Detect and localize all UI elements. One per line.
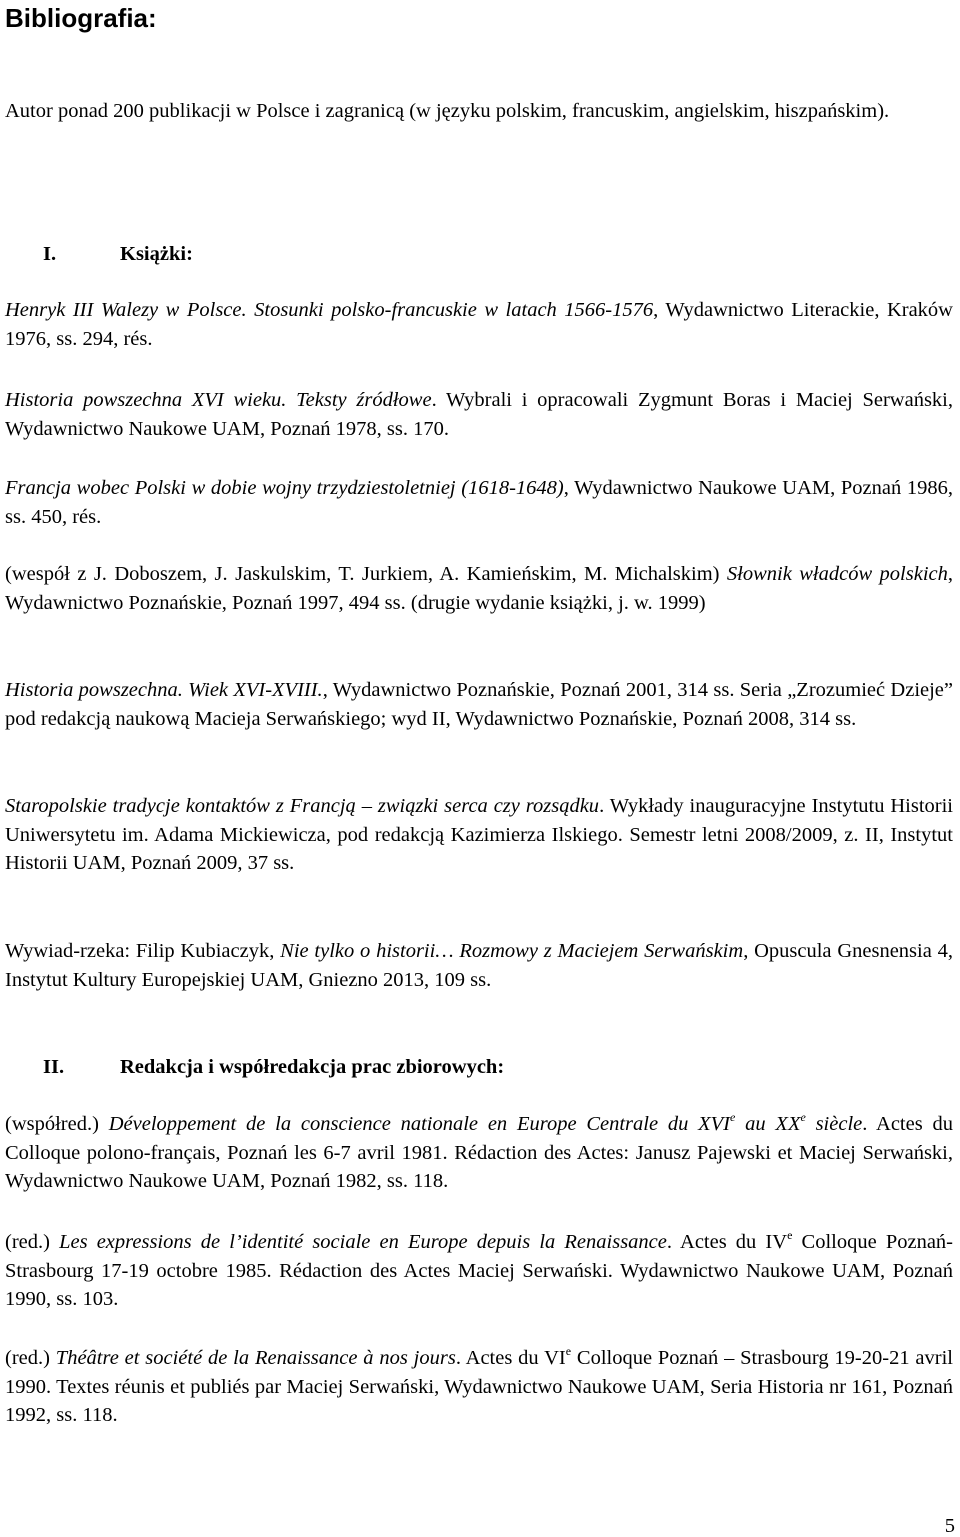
- entry-4-authors: (wespół z J. Doboszem, J. Jaskulskim, T. Jurkiem, A. Kamieńskim, M. Michalskim): [5, 563, 727, 585]
- entry-1-title: Henryk III Walezy w Polsce. Stosunki polsko-francuskie w latach 1566-1576: [5, 299, 654, 321]
- entry-3-title: Francja wobec Polski w dobie wojny trzydziestoletniej (1618-1648): [5, 477, 564, 499]
- entry-9-sup: e: [787, 1228, 793, 1243]
- entry-8-details: . Actes du Colloque polono-français, Poznań les 6-7 avril 1981. Rédaction des Actes: Janusz Pajewski et Maciej Serwański, Wydawnictwo Naukowe UAM, Poznań 1982, ss. 118.: [5, 1113, 953, 1192]
- entry-10-details-b: Colloque Poznań – Strasbourg 19-20-21 avril 1990. Textes réunis et publiés par Maciej Serwański, Wydawnictwo Naukowe UAM, Seria Historia nr 161, Poznań 1992, ss. 118.: [5, 1347, 953, 1426]
- section-1-number: I.: [43, 243, 57, 265]
- entry-6-details: . Wykłady inauguracyjne Instytutu Historii Uniwersytetu im. Adama Mickiewicza, pod redakcją Kazimierza Ilskiego. Semestr letni 2008/2009, z. II, Instytut Historii UAM, Poznań 2009, 37 ss.: [5, 795, 954, 874]
- entry-10-title: Théâtre et société de la Renaissance à nos jours: [55, 1347, 456, 1369]
- bib-entry-4: [5, 560, 953, 617]
- entry-7-details: , Opuscula Gnesnensia 4, Instytut Kultury Europejskiej UAM, Gniezno 2013, 109 ss.: [5, 940, 953, 991]
- entry-10-role: (red.): [5, 1347, 56, 1369]
- entry-9-details-b: Colloque Poznań-Strasbourg 17-19 octobre 1985. Rédaction des Actes Maciej Serwański. Wydawnictwo Naukowe UAM, Poznań 1990, ss. 103.: [5, 1231, 953, 1310]
- entry-3-details: , Wydawnictwo Naukowe UAM, Poznań 1986, ss. 450, rés.: [5, 477, 953, 528]
- entry-5-details: , Wydawnictwo Poznańskie, Poznań 2001, 314 ss. Seria „Zrozumieć Dzieje” pod redakcją naukową Macieja Serwańskiego; wyd II, Wydawnictwo Poznańskie, Poznań 2008, 314 ss.: [5, 679, 954, 730]
- bib-entry-8: [5, 1110, 953, 1196]
- entry-9-title: Les expressions de l’identité sociale en Europe depuis la Renaissance: [59, 1231, 667, 1253]
- bib-entry-10: [5, 1344, 953, 1430]
- entry-10-details-a: . Actes du VI: [455, 1347, 566, 1369]
- entry-8-role: (współred.): [5, 1113, 109, 1135]
- section-2-number: II.: [43, 1056, 65, 1078]
- entry-9-role: (red.): [5, 1231, 60, 1253]
- entry-1-details: , Wydawnictwo Literackie, Kraków 1976, ss. 294, rés.: [5, 299, 953, 350]
- bib-entry-7: [5, 937, 953, 994]
- entry-7-title: Nie tylko o historii… Rozmowy z Maciejem Serwańskim: [280, 940, 744, 962]
- page-heading: Bibliografia:: [5, 3, 157, 33]
- entry-10-sup: e: [565, 1344, 572, 1359]
- section-1-heading: [5, 240, 193, 269]
- entry-2-title: Historia powszechna XVI wieku. Teksty źródłowe: [5, 389, 432, 411]
- section-2-heading: [5, 1053, 504, 1082]
- bib-entry-2: [5, 386, 953, 443]
- intro-paragraph: Autor ponad 200 publikacji w Polsce i zagranicą (w języku polskim, francuskim, angielskim, hiszpańskim).: [5, 100, 890, 122]
- entry-8-title: Développement de la conscience nationale en Europe Centrale du XVIe au XXe siècle: [108, 1110, 863, 1135]
- section-2-title: Redakcja i współredakcja prac zbiorowych:: [120, 1056, 505, 1078]
- bib-entry-6: [5, 792, 953, 878]
- bib-entry-5: [5, 676, 953, 733]
- entry-4-details: , Wydawnictwo Poznańskie, Poznań 1997, 494 ss. (drugie wydanie książki, j. w. 1999): [5, 563, 953, 614]
- entry-2-details: . Wybrali i opracowali Zygmunt Boras i Maciej Serwański, Wydawnictwo Naukowe UAM, Poznań 1978, ss. 170.: [5, 389, 953, 440]
- entry-9-details-a: . Actes du IV: [666, 1231, 788, 1253]
- entry-7-authors: Wywiad-rzeka: Filip Kubiaczyk,: [5, 940, 281, 962]
- section-1-title: Książki:: [120, 243, 193, 265]
- entry-6-title: Staropolskie tradycje kontaktów z Francją – związki serca czy rozsądku: [5, 795, 600, 817]
- bib-entry-3: [5, 474, 953, 531]
- entry-4-title: Słownik władców polskich: [726, 563, 948, 585]
- page-number: 5: [944, 1515, 955, 1537]
- bib-entry-9: [5, 1228, 953, 1314]
- bib-entry-1: [5, 296, 953, 353]
- entry-5-title: Historia powszechna. Wiek XVI-XVIII.: [5, 679, 323, 701]
